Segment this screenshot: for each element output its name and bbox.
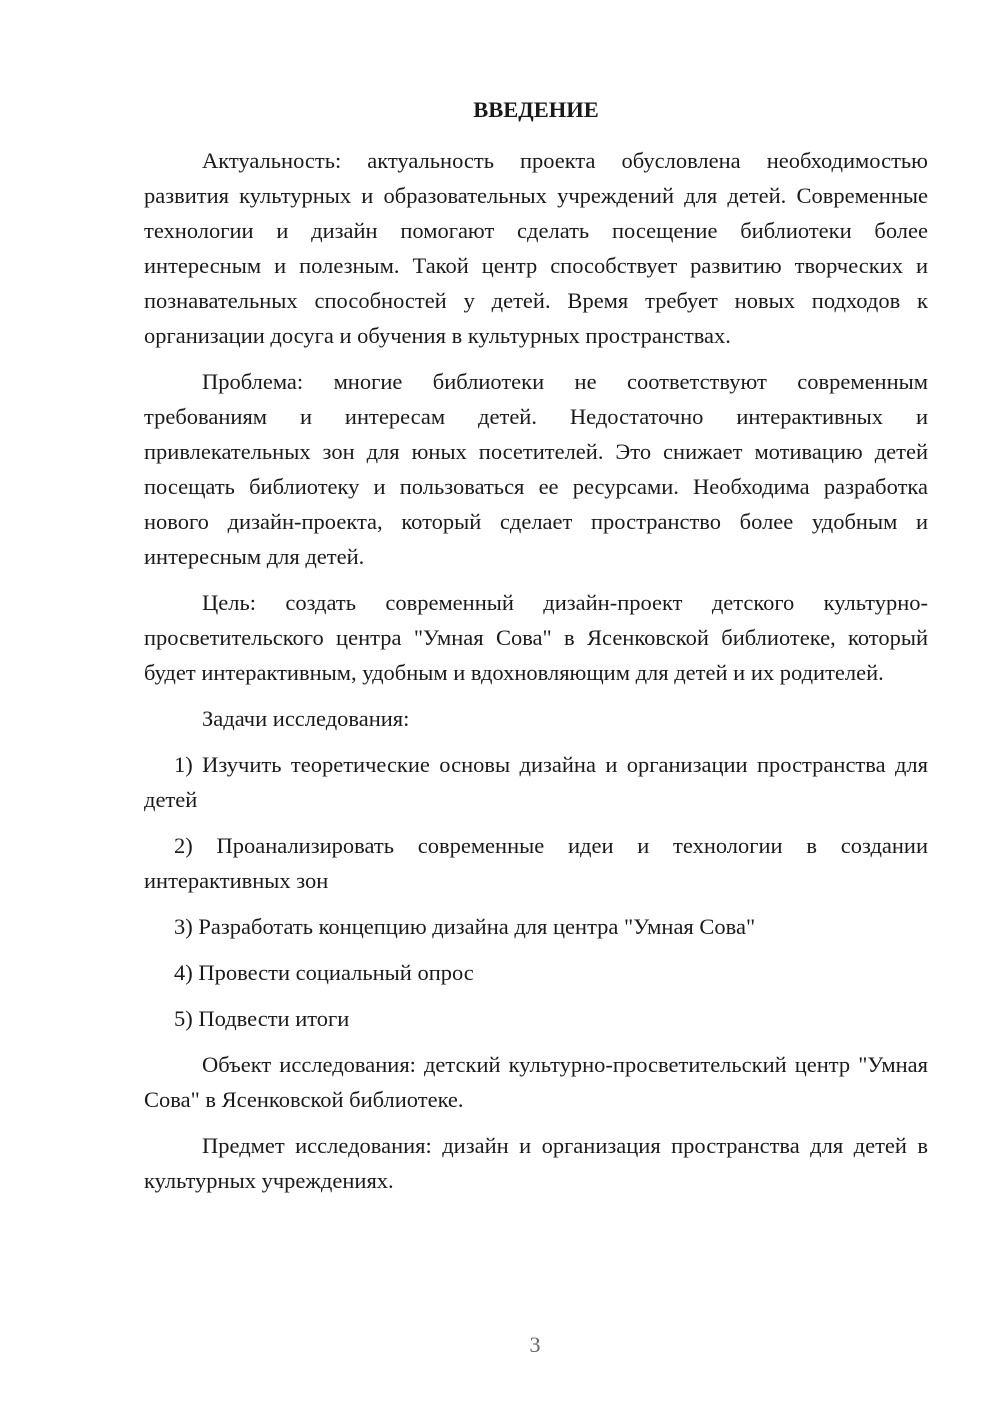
paragraph-problem: Проблема: многие библиотеки не соответствуют современным требованиям и интересам детей. Недостаточно интерактивных и привлекательных зон для юных посетителей. Это снижает мотивацию детей посещать библиотеку и пользоваться ее ресурсами. Необходима разработка нового дизайн-проекта, который сделает пространство более удобным и интересным для детей. — [144, 369, 928, 569]
paragraph-object: Объект исследования: детский культурно-просветительский центр "Умная Сова" в Ясенковской библиотеке. — [144, 1052, 928, 1112]
tasks-heading: Задачи исследования: — [202, 706, 410, 731]
task-item: 4) Провести социальный опрос — [174, 960, 474, 985]
paragraph-relevance: Актуальность: актуальность проекта обусловлена необходимостью развития культурных и образовательных учреждений для детей. Современные технологии и дизайн помогают сделать посещение библиотеки более интересным и полезным. Такой центр способствует развитию творческих и познавательных способностей у детей. Время требует новых подходов к организации досуга и обучения в культурных пространствах. — [144, 148, 928, 348]
task-item: 5) Подвести итоги — [174, 1006, 350, 1031]
page-number: 3 — [529, 1332, 541, 1357]
page-content — [144, 92, 928, 1209]
paragraph-subject: Предмет исследования: дизайн и организация пространства для детей в культурных учреждениях. — [144, 1133, 928, 1193]
paragraph-goal: Цель: создать современный дизайн-проект детского культурно-просветительского центра "Умная Сова" в Ясенковской библиотеке, который будет интерактивным, удобным и вдохновляющим для детей и их родителей. — [144, 590, 928, 685]
task-item: 3) Разработать концепцию дизайна для центра "Умная Сова" — [174, 914, 756, 939]
page-title: ВВЕДЕНИЕ — [473, 97, 599, 122]
task-item: 2) Проанализировать современные идеи и технологии в создании интерактивных зон — [144, 833, 928, 893]
task-item: 1) Изучить теоретические основы дизайна и организации пространства для детей — [144, 752, 928, 812]
